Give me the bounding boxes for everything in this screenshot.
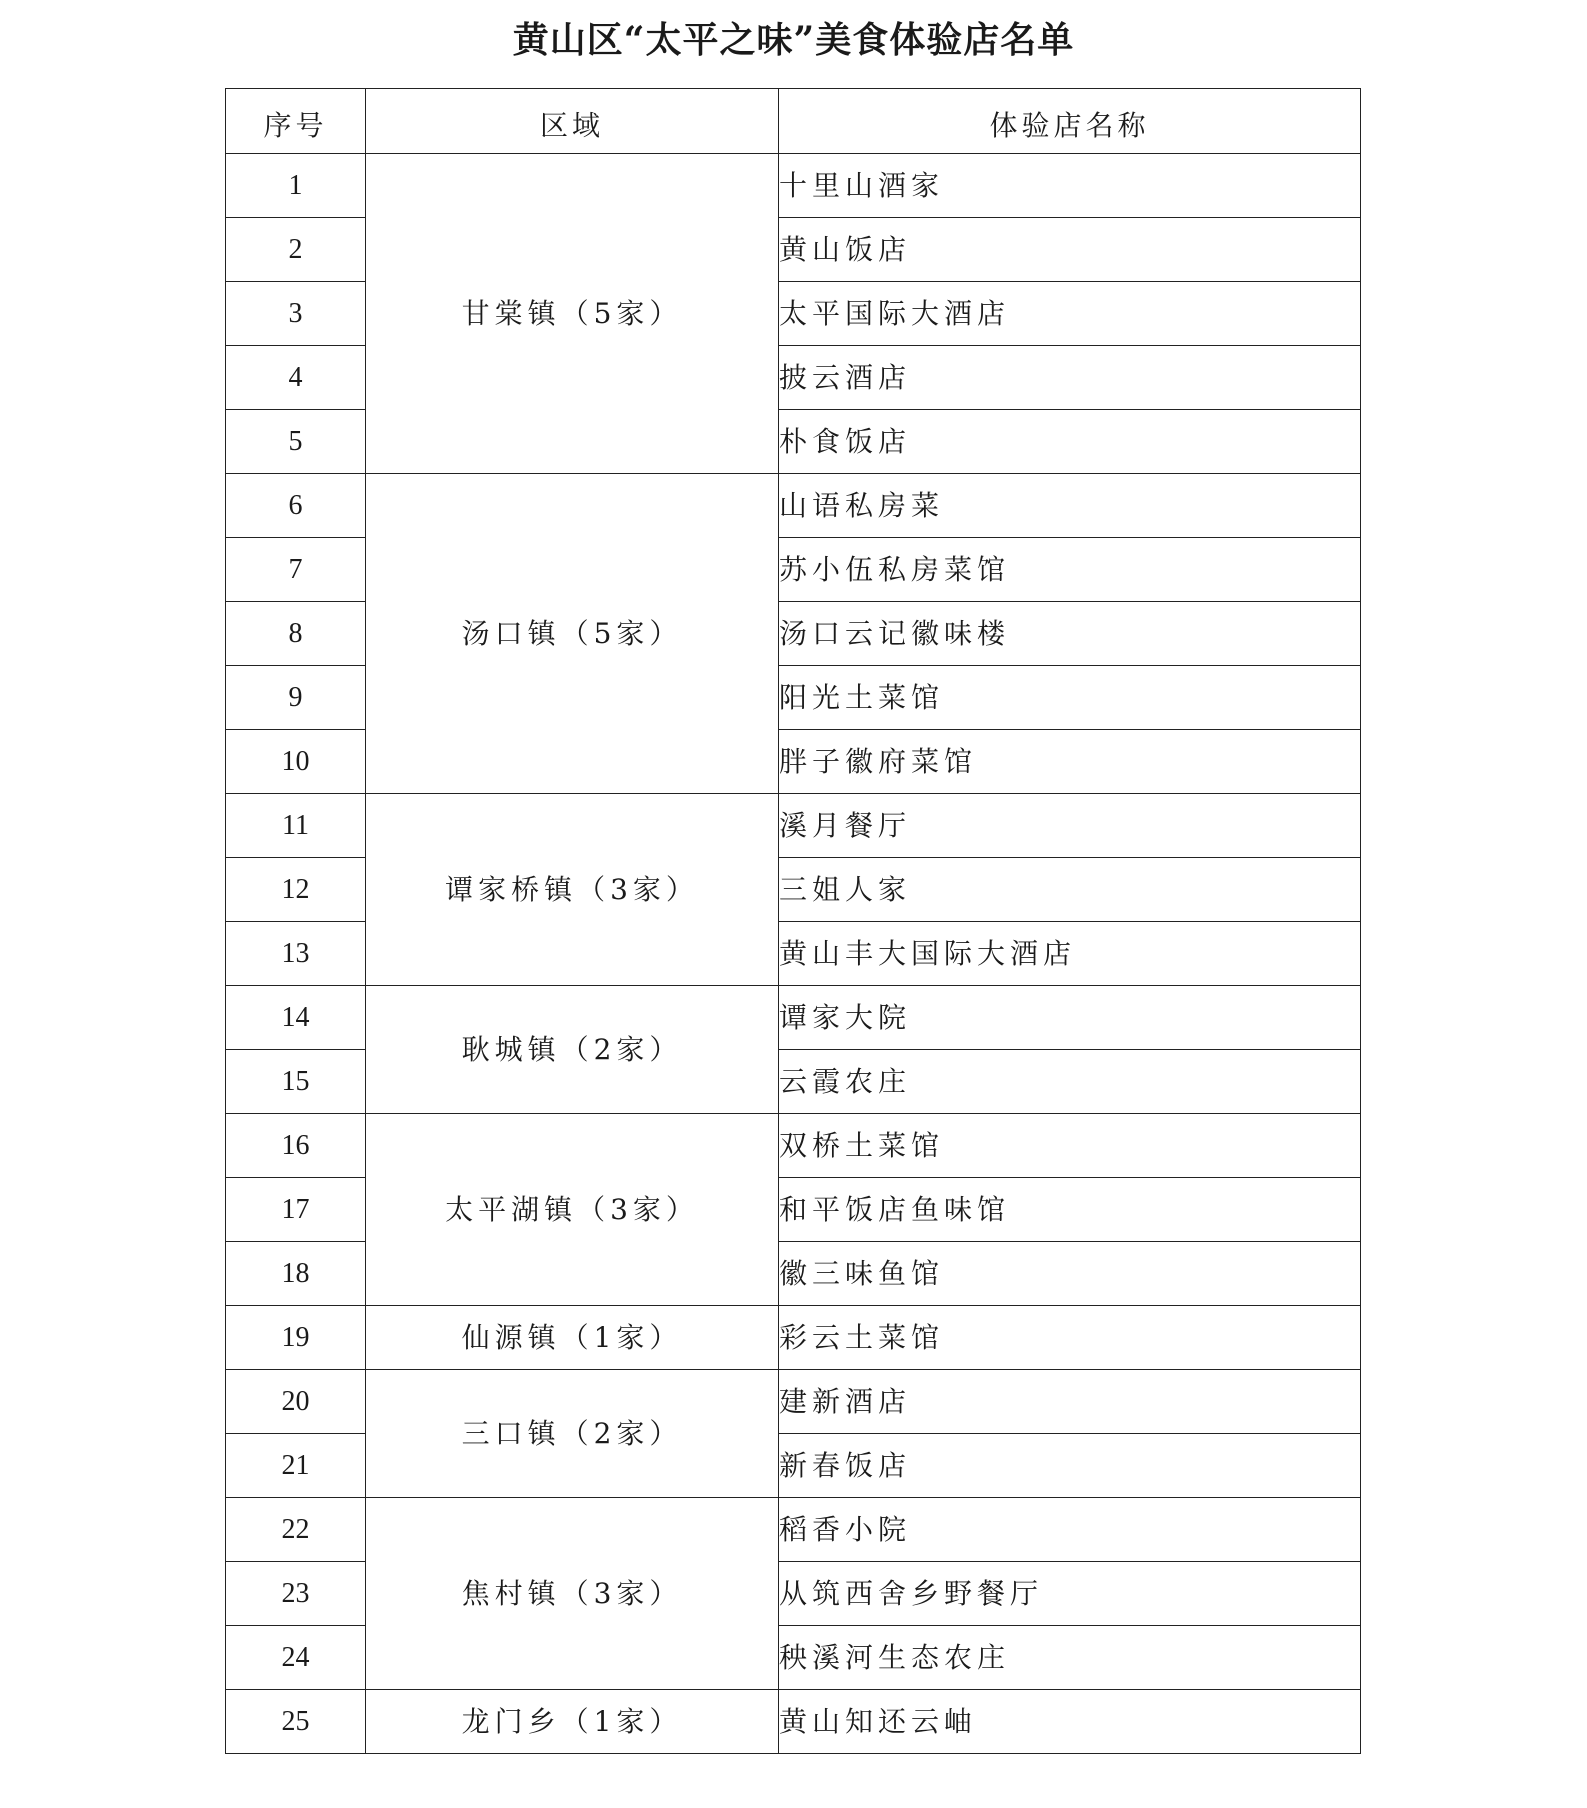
column-header-name: 体验店名称 — [779, 89, 1361, 154]
restaurant-name: 阳光土菜馆 — [779, 666, 1361, 730]
row-number: 22 — [226, 1498, 366, 1562]
row-number: 21 — [226, 1434, 366, 1498]
row-number: 4 — [226, 346, 366, 410]
row-number: 9 — [226, 666, 366, 730]
area-cell: 仙源镇（1家） — [366, 1306, 779, 1370]
area-cell: 三口镇（2家） — [366, 1370, 779, 1498]
area-cell: 汤口镇（5家） — [366, 474, 779, 794]
area-cell: 太平湖镇（3家） — [366, 1114, 779, 1306]
table-row — [226, 1370, 1361, 1434]
row-number: 18 — [226, 1242, 366, 1306]
row-number: 2 — [226, 218, 366, 282]
column-header-area: 区域 — [366, 89, 779, 154]
restaurant-name: 建新酒店 — [779, 1370, 1361, 1434]
restaurant-list-table — [225, 88, 1361, 1754]
restaurant-name: 苏小伍私房菜馆 — [779, 538, 1361, 602]
row-number: 11 — [226, 794, 366, 858]
restaurant-name: 朴食饭店 — [779, 410, 1361, 474]
row-number: 6 — [226, 474, 366, 538]
restaurant-name: 秧溪河生态农庄 — [779, 1626, 1361, 1690]
row-number: 23 — [226, 1562, 366, 1626]
table-row — [226, 1690, 1361, 1754]
area-cell: 谭家桥镇（3家） — [366, 794, 779, 986]
restaurant-name: 山语私房菜 — [779, 474, 1361, 538]
row-number: 16 — [226, 1114, 366, 1178]
row-number: 19 — [226, 1306, 366, 1370]
area-cell: 耿城镇（2家） — [366, 986, 779, 1114]
restaurant-name: 黄山饭店 — [779, 218, 1361, 282]
row-number: 17 — [226, 1178, 366, 1242]
row-number: 8 — [226, 602, 366, 666]
restaurant-name: 谭家大院 — [779, 986, 1361, 1050]
table-header-row — [226, 89, 1361, 154]
row-number: 24 — [226, 1626, 366, 1690]
row-number: 14 — [226, 986, 366, 1050]
row-number: 5 — [226, 410, 366, 474]
restaurant-name: 彩云土菜馆 — [779, 1306, 1361, 1370]
area-cell: 焦村镇（3家） — [366, 1498, 779, 1690]
table-row — [226, 986, 1361, 1050]
row-number: 7 — [226, 538, 366, 602]
restaurant-name: 三姐人家 — [779, 858, 1361, 922]
restaurant-name: 从筑西舍乡野餐厅 — [779, 1562, 1361, 1626]
restaurant-name: 新春饭店 — [779, 1434, 1361, 1498]
table-row — [226, 154, 1361, 218]
row-number: 12 — [226, 858, 366, 922]
table-row — [226, 794, 1361, 858]
row-number: 10 — [226, 730, 366, 794]
restaurant-name: 汤口云记徽味楼 — [779, 602, 1361, 666]
restaurant-name: 徽三味鱼馆 — [779, 1242, 1361, 1306]
row-number: 3 — [226, 282, 366, 346]
row-number: 25 — [226, 1690, 366, 1754]
column-header-number: 序号 — [226, 89, 366, 154]
area-cell: 龙门乡（1家） — [366, 1690, 779, 1754]
restaurant-name: 溪月餐厅 — [779, 794, 1361, 858]
row-number: 1 — [226, 154, 366, 218]
restaurant-name: 黄山知还云岫 — [779, 1690, 1361, 1754]
page-title: 黄山区“太平之味”美食体验店名单 — [512, 19, 1075, 61]
table-row — [226, 474, 1361, 538]
restaurant-name: 双桥土菜馆 — [779, 1114, 1361, 1178]
row-number: 15 — [226, 1050, 366, 1114]
restaurant-name: 太平国际大酒店 — [779, 282, 1361, 346]
restaurant-name: 稻香小院 — [779, 1498, 1361, 1562]
table-body — [226, 154, 1361, 1754]
restaurant-name: 十里山酒家 — [779, 154, 1361, 218]
restaurant-name: 黄山丰大国际大酒店 — [779, 922, 1361, 986]
restaurant-name: 披云酒店 — [779, 346, 1361, 410]
restaurant-name: 和平饭店鱼味馆 — [779, 1178, 1361, 1242]
table-row — [226, 1114, 1361, 1178]
row-number: 20 — [226, 1370, 366, 1434]
restaurant-name: 胖子徽府菜馆 — [779, 730, 1361, 794]
table-row — [226, 1306, 1361, 1370]
table-row — [226, 1498, 1361, 1562]
row-number: 13 — [226, 922, 366, 986]
area-cell: 甘棠镇（5家） — [366, 154, 779, 474]
restaurant-name: 云霞农庄 — [779, 1050, 1361, 1114]
